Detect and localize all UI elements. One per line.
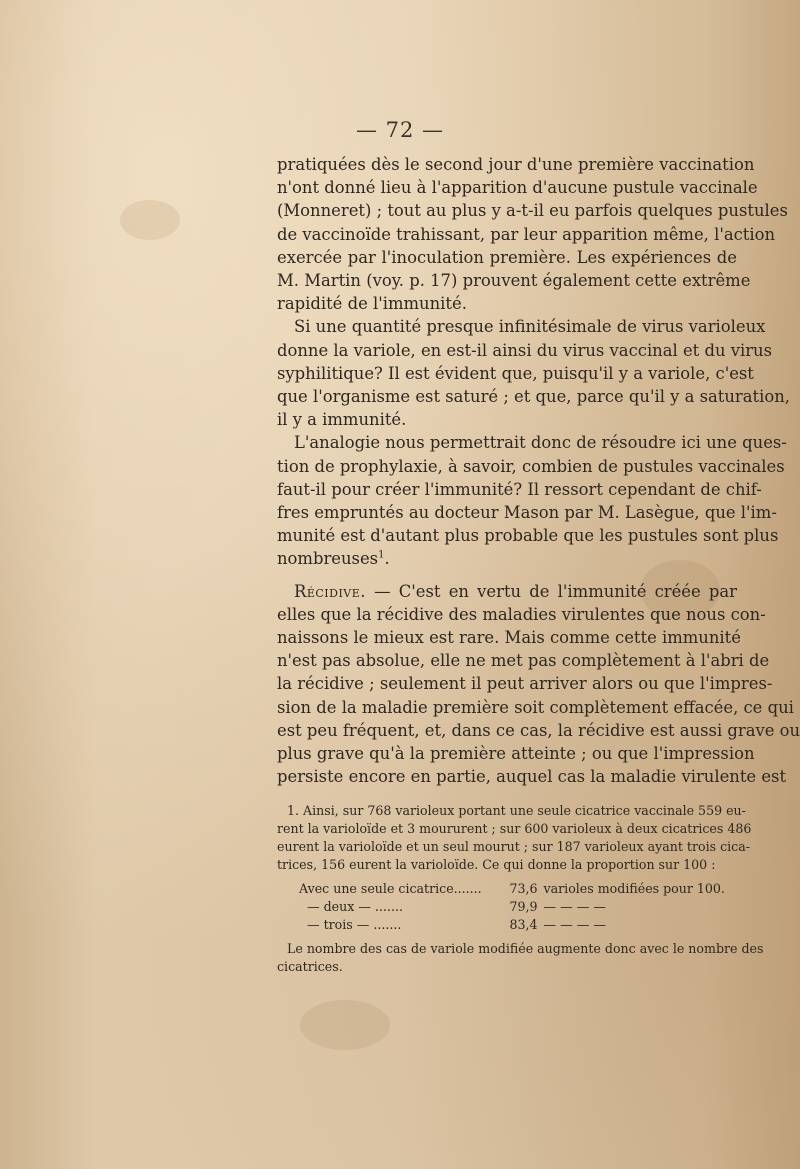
- table-row: [299, 898, 737, 916]
- text-fragment: .: [384, 549, 390, 569]
- text-line: rapidité de l'immunité.: [277, 294, 467, 314]
- text-line: donne la variole, en est-il ainsi du virus vaccinal et du virus: [277, 340, 773, 360]
- text-line: munité est d'autant plus probable que les pustules sont plus: [277, 526, 779, 546]
- footnote-line: 1. Ainsi, sur 768 varioleux portant une seule cicatrice vaccinale 559 eu-: [287, 803, 746, 818]
- text-line: [277, 580, 737, 603]
- footnote-table: [299, 880, 737, 934]
- text-line: pratiquées dès le second jour d'une première vaccination: [277, 155, 755, 174]
- table-cell-value: 83,4: [509, 917, 538, 932]
- page-number: — 72 —: [355, 118, 445, 142]
- text-line: il y a immunité.: [277, 410, 407, 430]
- footnote-line: eurent la varioloïde et un seul mourut ; sur 187 varioleux ayant trois cica-: [277, 839, 750, 854]
- footnote-line: Le nombre des cas de variole modifiée augmente donc avec le nombre des: [287, 941, 764, 956]
- text-line: que l'organisme est saturé ; et que, parce qu'il y a saturation,: [277, 387, 790, 407]
- paragraph-3: [277, 431, 787, 570]
- text-line: M. Martin (voy. p. 17) prouvent également cette extrême: [277, 271, 751, 291]
- text-line: (Monneret) ; tout au plus y a-t-il eu parfois quelques pustules: [277, 201, 788, 221]
- text-line: est peu fréquent, et, dans ce cas, la récidive est aussi grave ou: [277, 720, 800, 740]
- table-cell-suffix: — — — —: [543, 917, 606, 932]
- footnote-line: trices, 156 eurent la varioloïde. Ce qui donne la proportion sur 100 :: [277, 857, 716, 872]
- text-line: fres empruntés au docteur Mason par M. Lasègue, que l'im-: [277, 503, 777, 523]
- table-cell-value: 79,9: [509, 899, 538, 914]
- table-cell-suffix: varioles modifiées pour 100.: [543, 881, 725, 896]
- text-line: n'ont donné lieu à l'apparition d'aucune pustule vaccinale: [277, 178, 758, 198]
- table-row: [299, 880, 737, 898]
- table-cell-label: — trois — .......: [307, 917, 402, 932]
- text-line: naissons le mieux est rare. Mais comme cette immunité: [277, 628, 741, 648]
- text-fragment: — C'est en vertu de l'immunité créée par: [365, 581, 737, 601]
- paragraph-1: [277, 153, 788, 315]
- text-line: persiste encore en partie, auquel cas la maladie virulente est: [277, 767, 787, 787]
- text-line: elles que la récidive des maladies virulentes que nous con-: [277, 604, 766, 624]
- paper-stain: [300, 1000, 390, 1050]
- text-line: L'analogie nous permettrait donc de résoudre ici une ques-: [294, 433, 787, 453]
- text-line: de vaccinoïde trahissant, par leur apparition même, l'action: [277, 224, 776, 244]
- table-cell-label: — deux — .......: [307, 899, 403, 914]
- text-line: la récidive ; seulement il peut arriver alors ou que l'impres-: [277, 674, 773, 694]
- text-line: n'est pas absolue, elle ne met pas complètement à l'abri de: [277, 651, 770, 671]
- section-gap: [277, 571, 737, 580]
- text-line: plus grave qu'à la première atteinte ; ou que l'impression: [277, 744, 755, 764]
- text-line: Si une quantité presque infinitésimale de virus varioleux: [294, 317, 766, 337]
- text-line: exercée par l'inoculation première. Les expériences de: [277, 247, 737, 267]
- body-text: [277, 153, 800, 788]
- footnote-line: cicatrices.: [277, 959, 343, 974]
- table-row: [299, 916, 737, 934]
- section-heading: Récidive.: [294, 581, 366, 601]
- text-line: [277, 547, 737, 570]
- paragraph-recidive: [277, 580, 800, 789]
- footnote: [277, 802, 764, 976]
- text-line: sion de la maladie première soit complètement effacée, ce qui: [277, 697, 794, 717]
- paper-stain: [120, 200, 180, 240]
- table-cell-label: Avec une seule cicatrice.......: [299, 881, 482, 896]
- text-line: syphilitique? Il est évident que, puisqu'il y a variole, c'est: [277, 363, 754, 383]
- text-fragment: nombreuses: [277, 549, 379, 569]
- text-line: tion de prophylaxie, à savoir, combien de pustules vaccinales: [277, 456, 785, 476]
- footnote-reference[interactable]: 1: [378, 549, 385, 561]
- paragraph-2: [277, 315, 790, 431]
- text-line: faut-il pour créer l'immunité? Il ressort cependant de chif-: [277, 479, 762, 499]
- table-cell-suffix: — — — —: [543, 899, 606, 914]
- footnote-line: rent la varioloïde et 3 moururent ; sur 600 varioleux à deux cicatrices 486: [277, 821, 752, 836]
- table-cell-value: 73,6: [509, 881, 538, 896]
